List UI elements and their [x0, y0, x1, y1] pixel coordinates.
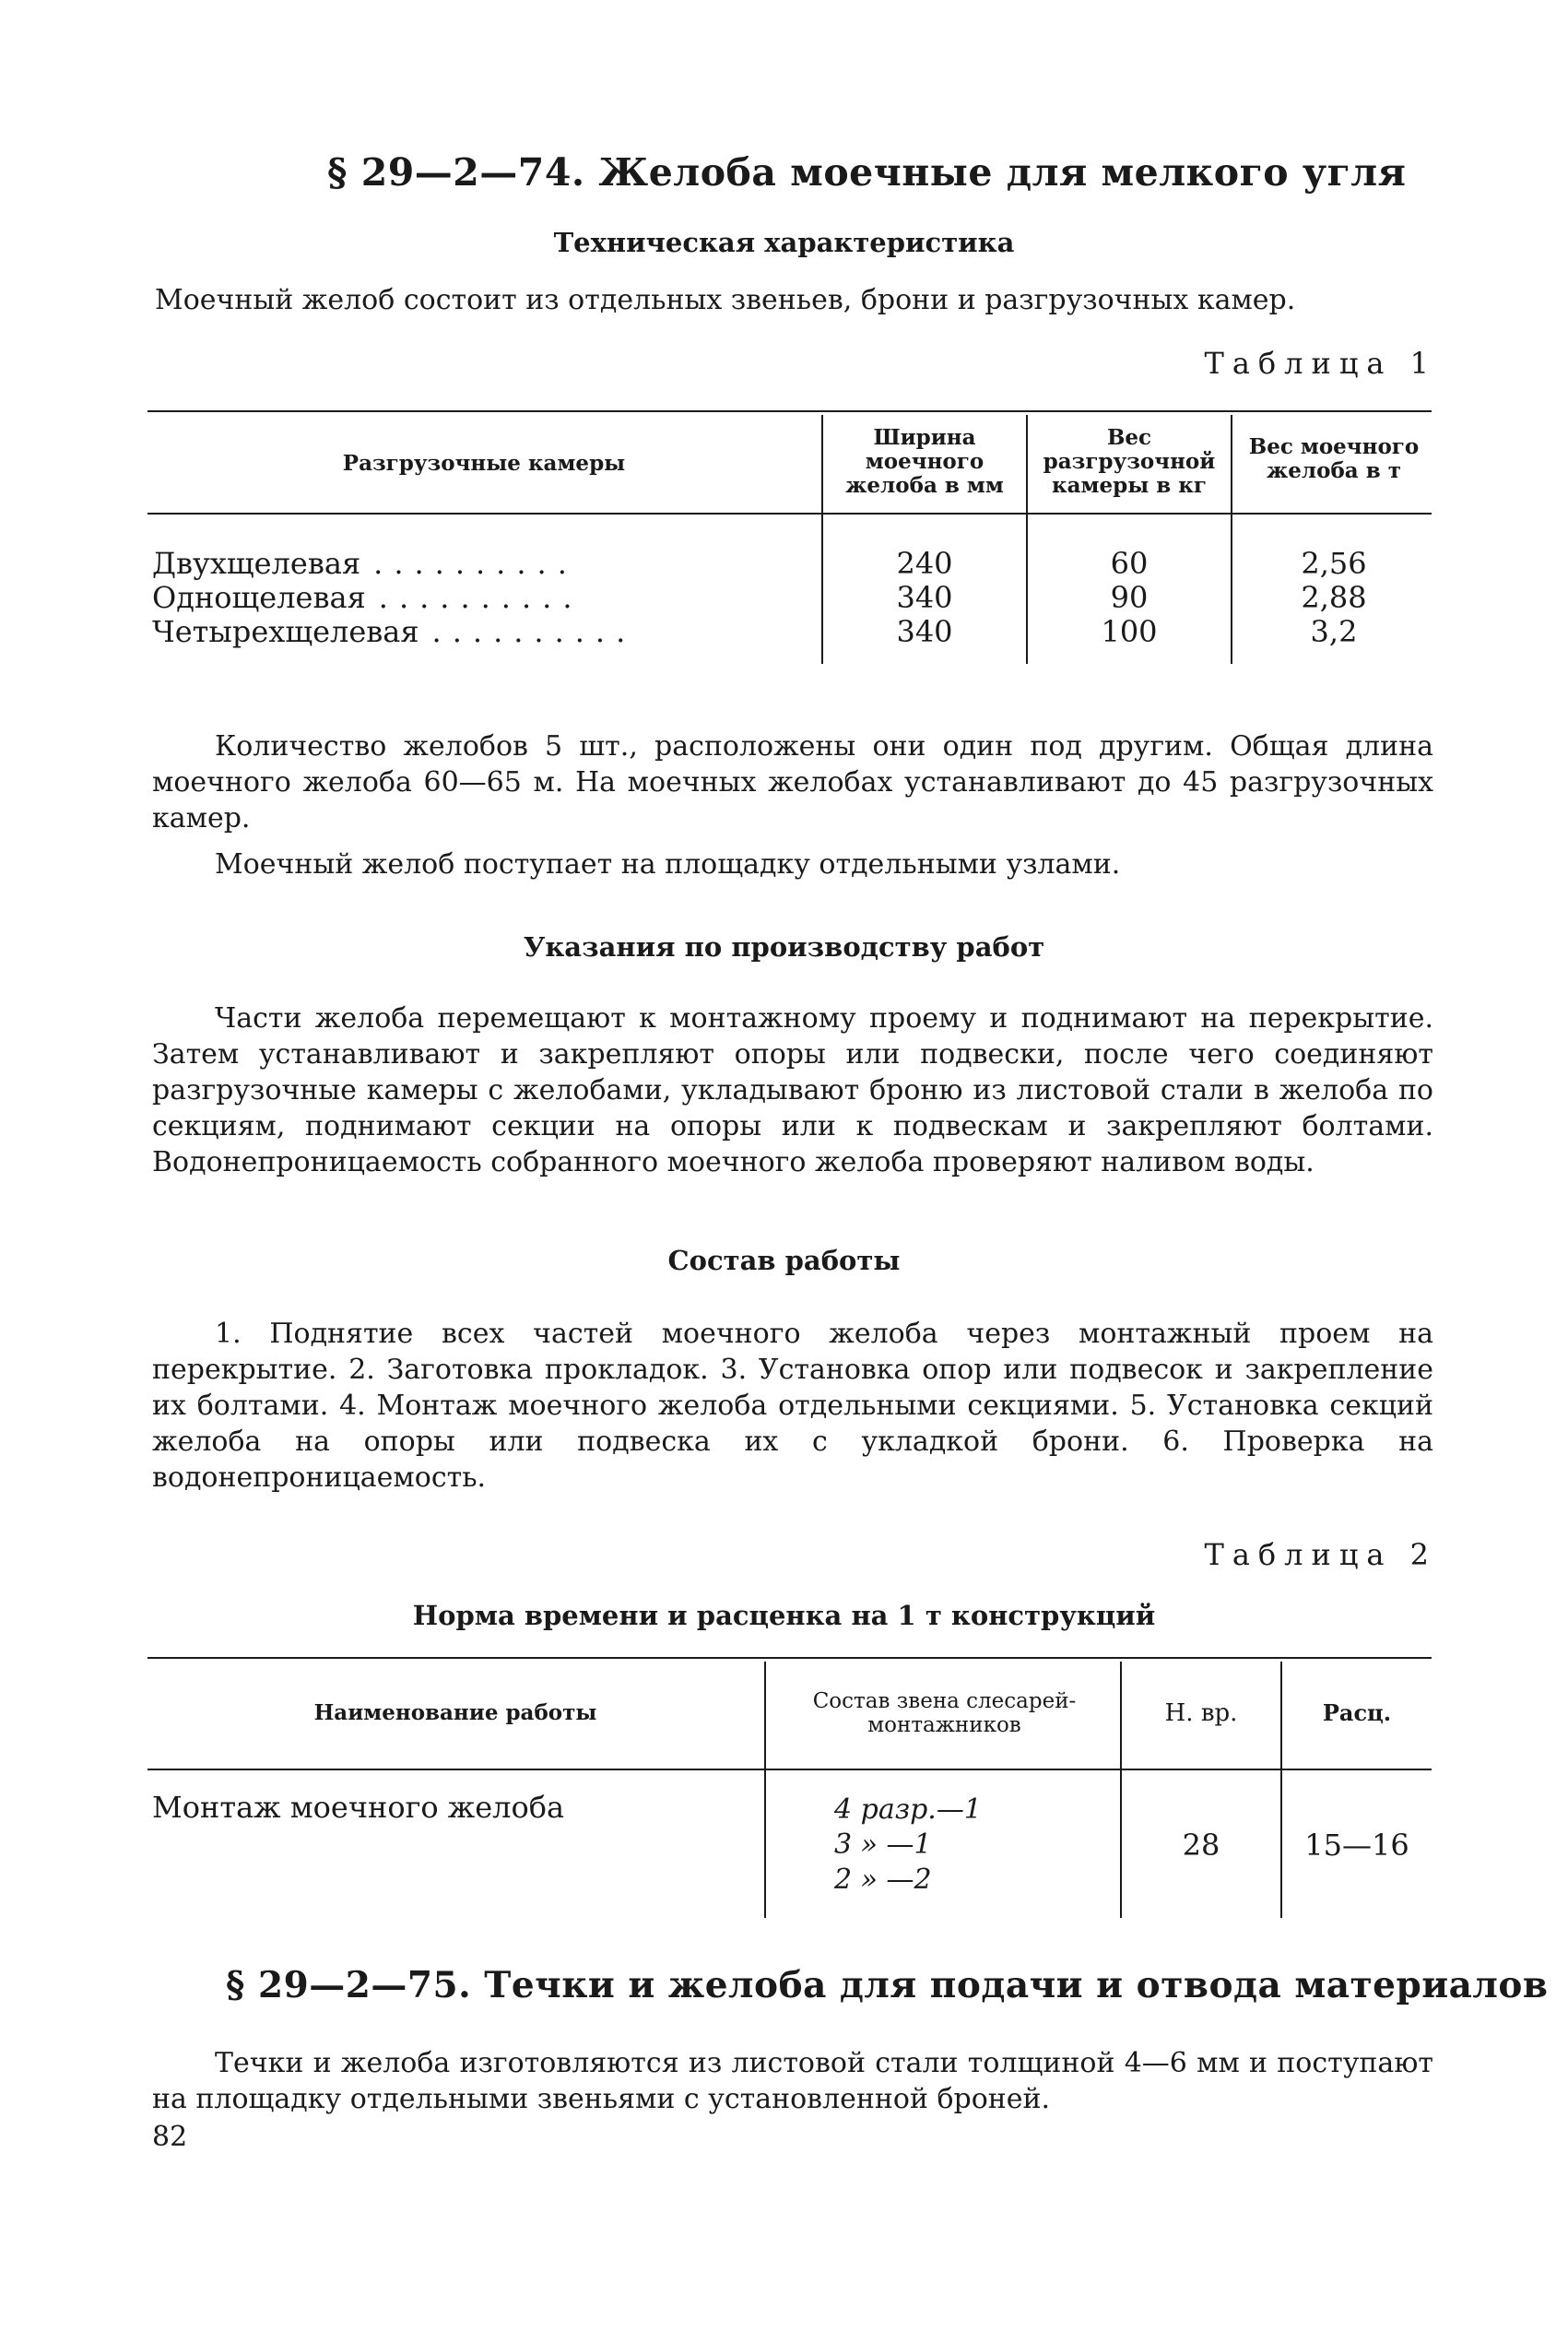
- table2-header-work: Наименование работы: [313, 1700, 597, 1725]
- table2-cell-crew-line: 2 » —2: [834, 1864, 932, 1896]
- table2-col-divider: [1280, 1662, 1282, 1918]
- table1-cell-trough-weight: 2,88: [1301, 580, 1367, 615]
- tech-characteristics-heading: Техническая характеристика: [553, 227, 1015, 258]
- composition-paragraph: 1. Поднятие всех частей моечного желоба через монтажный проем на перекрытие. 2. Заготовка прокладок. 3. Установка опор или подвесок и закрепление их болтами. 4. Монтаж моечного желоба отдельными секциями. 5. Установка секций желоба на опоры или подвеска их с укладкой брони. 6. Проверка на водонепроницаемость.: [152, 1318, 1433, 1494]
- table1-cell-chamber-weight: 90: [1110, 580, 1149, 615]
- table2-cell-norm: 28: [1182, 1828, 1220, 1863]
- table1-col-divider: [1026, 415, 1028, 664]
- table1-row-label: Четырехщелевая ..........: [152, 614, 637, 649]
- table1-cell-chamber-weight: 60: [1110, 546, 1149, 581]
- table2-header-rule: [147, 1769, 1432, 1770]
- intro-paragraph: Моечный желоб состоит из отдельных звеньев, брони и разгрузочных камер.: [155, 284, 1296, 316]
- table1-header-chamber-weight: Вес разгрузочной камеры в кг: [1043, 425, 1216, 498]
- page-number: 82: [152, 2121, 188, 2153]
- table2-cell-work: Монтаж моечного желоба: [152, 1790, 565, 1825]
- table2-header-norm: Н. вр.: [1164, 1699, 1238, 1727]
- delivery-paragraph: Моечный желоб поступает на площадку отдельными узлами.: [215, 848, 1121, 881]
- table1-col-divider: [1231, 415, 1232, 664]
- table1-cell-width: 240: [896, 546, 953, 581]
- section2-paragraph: Течки и желоба изготовляются из листовой стали толщиной 4—6 мм и поступают на площадку отдельными звеньями с установленной броней.: [152, 2047, 1433, 2115]
- table1-col-divider: [821, 415, 823, 664]
- table1-header-width: Ширина моечного желоба в мм: [845, 425, 1004, 498]
- table1-label: Таблица 1: [1204, 346, 1437, 381]
- composition-heading: Состав работы: [667, 1245, 901, 1276]
- table1-row-label: Двухщелевая ..........: [152, 546, 578, 581]
- table2-cell-price: 15—16: [1304, 1828, 1409, 1863]
- table1-header-chambers: Разгрузочные камеры: [342, 451, 626, 476]
- table2-label: Таблица 2: [1204, 1537, 1437, 1572]
- table2-cell-crew-line: 3 » —1: [834, 1828, 932, 1861]
- count-paragraph: Количество желобов 5 шт., расположены они один под другим. Общая длина моечного желоба 60—65 м. На моечных желобах устанавливают до 45 разгрузочных камер.: [152, 730, 1433, 834]
- instructions-heading: Указания по производству работ: [523, 931, 1045, 963]
- table2-top-rule: [147, 1657, 1432, 1659]
- table2-col-divider: [1120, 1662, 1122, 1918]
- table1-top-rule: [147, 410, 1432, 412]
- table1-header-trough-weight: Вес моечного желоба в т: [1248, 434, 1420, 483]
- table2-header-crew: Состав звена слесарей-монтажников: [812, 1689, 1077, 1737]
- table1-cell-width: 340: [896, 580, 953, 615]
- section-title-29-2-75: § 29—2—75. Течки и желоба для подачи и отвода материалов: [226, 1964, 1549, 2006]
- table2-header-price: Расц.: [1322, 1699, 1392, 1726]
- table1-row-label: Однощелевая ..........: [152, 580, 584, 615]
- table1-cell-width: 340: [896, 614, 953, 649]
- table2-col-divider: [764, 1662, 766, 1918]
- table2-cell-crew-line: 4 разр.—1: [834, 1793, 982, 1826]
- table1-cell-chamber-weight: 100: [1101, 614, 1158, 649]
- section-title-29-2-74: § 29—2—74. Желоба моечные для мелкого угля: [327, 150, 1407, 195]
- instructions-paragraph: Части желоба перемещают к монтажному проему и поднимают на перекрытие. Затем устанавливают и закрепляют опоры или подвески, после чего соединяют разгрузочные камеры с желобами, укладывают броню из листовой стали в желоба по секциям, поднимают секции на опоры или к подвескам и закрепляют болтами. Водонепроницаемость собранного моечного желоба проверяют наливом воды.: [152, 1002, 1433, 1178]
- table1-cell-trough-weight: 2,56: [1301, 546, 1367, 581]
- table1-header-rule: [147, 513, 1432, 515]
- table2-caption: Норма времени и расценка на 1 т конструкций: [412, 1600, 1156, 1631]
- table1-cell-trough-weight: 3,2: [1310, 614, 1358, 649]
